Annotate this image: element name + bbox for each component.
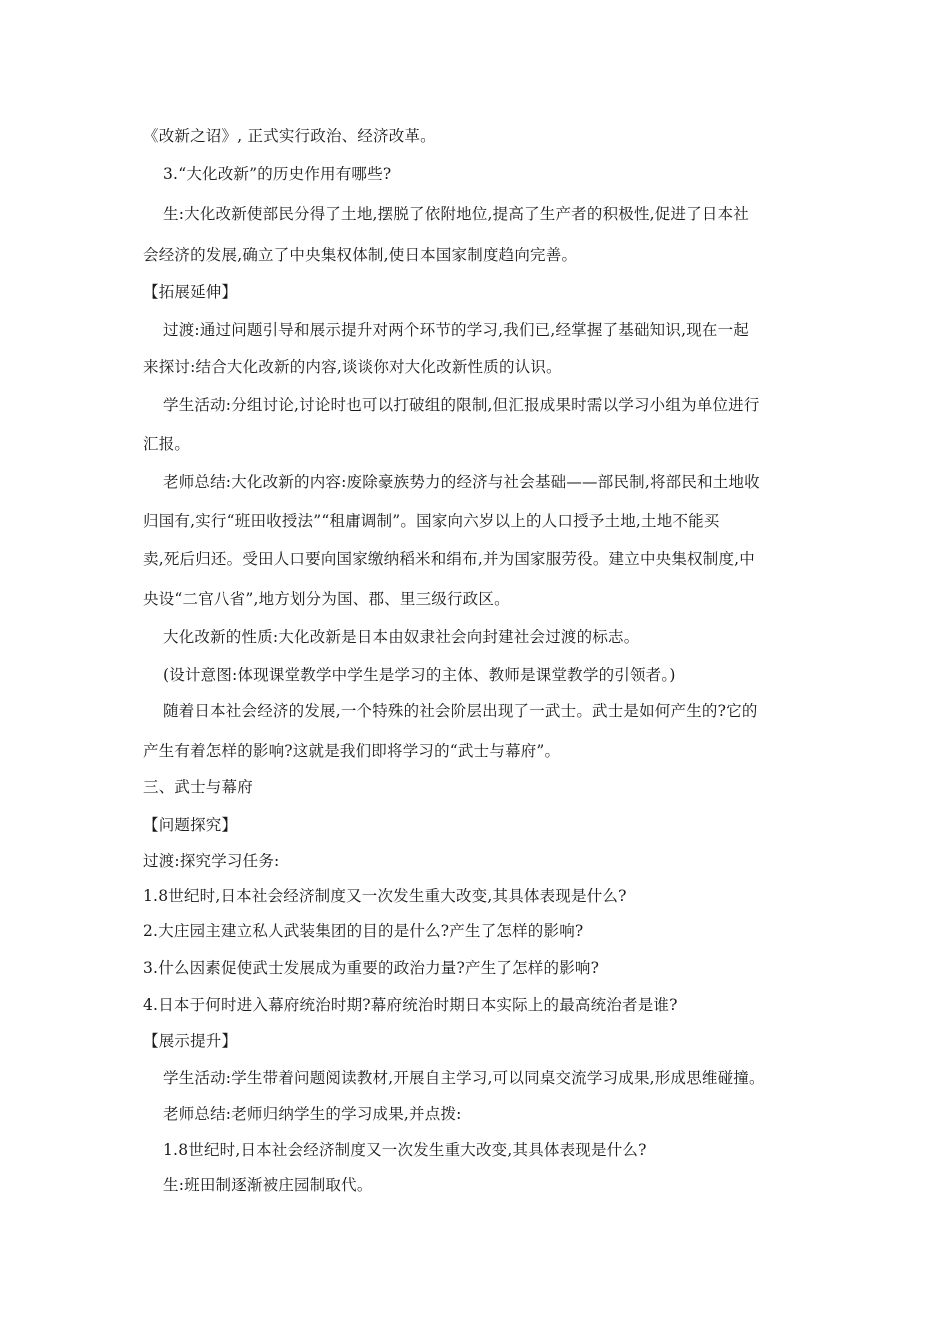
question-line: 3.“大化改新”的历史作用有哪些?	[163, 165, 392, 183]
text-line: 学生活动:学生带着问题阅读教材,开展自主学习,可以同桌交流学习成果,形成思维碰撞。	[163, 1069, 765, 1087]
section-heading: 【展示提升】	[143, 1032, 238, 1050]
text-line: 来探讨:结合大化改新的内容,谈谈你对大化改新性质的认识。	[143, 358, 562, 376]
question-line: 3.什么因素促使武士发展成为重要的政治力量?产生了怎样的影响?	[143, 959, 600, 977]
question-line: 4.日本于何时进入幕府统治时期?幕府统治时期日本实际上的最高统治者是谁?	[143, 996, 678, 1014]
section-heading: 【问题探究】	[143, 816, 238, 834]
text-line: 卖,死后归还。受田人口要向国家缴纳稻米和绢布,并为国家服劳役。建立中央集权制度,中	[143, 550, 755, 568]
question-line: 1.8世纪时,日本社会经济制度又一次发生重大改变,其具体表现是什么?	[143, 887, 627, 905]
text-line: 学生活动:分组讨论,讨论时也可以打破组的限制,但汇报成果时需以学习小组为单位进行	[163, 396, 760, 414]
answer-line: 会经济的发展,确立了中央集权体制,使日本国家制度趋向完善。	[143, 246, 578, 264]
text-line: 老师总结:老师归纳学生的学习成果,并点拨:	[163, 1105, 462, 1123]
text-line: 老师总结:大化改新的内容:废除豪族势力的经济与社会基础——部民制,将部民和土地收	[163, 473, 760, 491]
text-line: 汇报。	[143, 435, 191, 453]
text-line: 央设“二官八省”,地方划分为国、郡、里三级行政区。	[143, 590, 510, 608]
section-heading: 三、武士与幕府	[143, 778, 253, 796]
text-line: 随着日本社会经济的发展,一个特殊的社会阶层出现了一武士。武士是如何产生的?它的	[163, 702, 758, 720]
section-heading: 【拓展延伸】	[143, 283, 238, 301]
answer-line: 生:班田制逐渐被庄园制取代。	[163, 1176, 373, 1194]
question-line: 2.大庄园主建立私人武装集团的目的是什么?产生了怎样的影响?	[143, 922, 584, 940]
text-line: 产生有着怎样的影响?这就是我们即将学习的“武士与幕府”。	[143, 742, 561, 760]
answer-line: 生:大化改新使部民分得了土地,摆脱了依附地位,提高了生产者的积极性,促进了日本社	[163, 205, 750, 223]
text-line: 大化改新的性质:大化改新是日本由奴隶社会向封建社会过渡的标志。	[163, 628, 640, 646]
question-line: 1.8世纪时,日本社会经济制度又一次发生重大改变,其具体表现是什么?	[163, 1141, 647, 1159]
text-line: 《改新之诏》, 正式实行政治、经济改革。	[143, 127, 436, 145]
design-note: (设计意图:体现课堂教学中学生是学习的主体、教师是课堂教学的引领者。)	[163, 666, 676, 684]
text-line: 过渡:探究学习任务:	[143, 852, 280, 870]
text-line: 归国有,实行“班田收授法”“租庸调制”。国家向六岁以上的人口授予土地,土地不能买	[143, 512, 720, 530]
text-line: 过渡:通过问题引导和展示提升对两个环节的学习,我们已,经掌握了基础知识,现在一起	[163, 321, 750, 339]
